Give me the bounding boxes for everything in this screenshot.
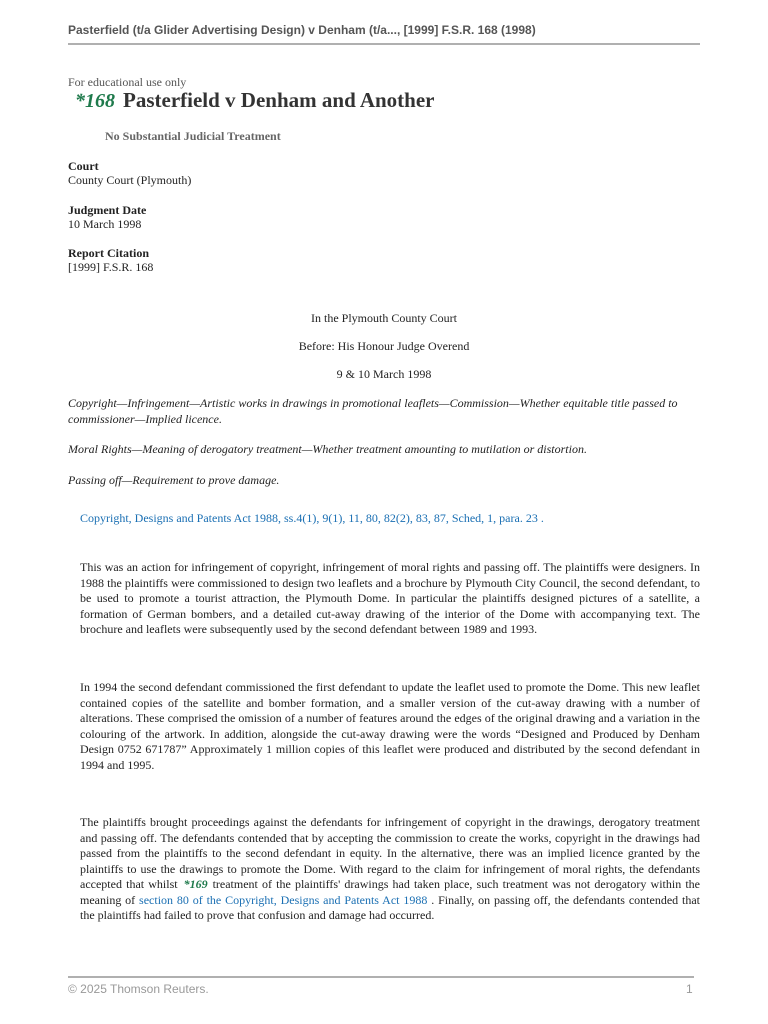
educational-use-note: For educational use only [68, 75, 187, 89]
judgment-date-label: Judgment Date [68, 203, 147, 217]
catchwords-passing-off: Passing off—Requirement to prove damage. [68, 473, 280, 487]
case-title-row [75, 88, 435, 113]
summary-paragraph-3 [80, 815, 700, 924]
case-title: Pasterfield v Denham and Another [123, 88, 435, 112]
judgment-date-value: 10 March 1998 [68, 217, 142, 231]
footer-divider [68, 976, 694, 978]
catchwords-copyright: Copyright—Infringement—Artistic works in drawings in promotional leaflets—Commission—Whether equitable title passed to commissioner—Implied licence. [68, 396, 678, 426]
page-reference-169: *169 [183, 877, 208, 891]
catchwords-moral-rights: Moral Rights—Meaning of derogatory treatment—Whether treatment amounting to mutilation or distortion. [68, 442, 587, 456]
paragraph-3-text-c: . Finally, on passing off, the defendants contended that the plaintiffs had failed to prove that confusion and damage had occurred. [80, 892, 700, 922]
paragraph-3-text-b: treatment of the plaintiffs' drawings had taken place, such treatment was not derogatory within the meaning of [80, 877, 700, 907]
page-reference: *168 [75, 90, 115, 112]
court-label: Court [68, 159, 99, 173]
hearing-court: In the Plymouth County Court [310, 311, 457, 325]
court-value: County Court (Plymouth) [68, 173, 192, 187]
footer-copyright: © 2025 Thomson Reuters. [68, 982, 209, 996]
report-citation-label: Report Citation [68, 246, 149, 260]
footer-page-number: 1 [686, 982, 693, 996]
legislation-link[interactable]: Copyright, Designs and Patents Act 1988, ss.4(1), 9(1), 11, 80, 82(2), 83, 87, Sched, 1, para. 23 . [80, 511, 544, 525]
treatment-status: No Substantial Judicial Treatment [105, 129, 281, 143]
document-header-title: Pasterfield (t/a Glider Advertising Design) v Denham (t/a..., [1999] F.S.R. 168 (1998) [68, 23, 536, 37]
header-divider [68, 43, 700, 45]
paragraph-3-text-a: The plaintiffs brought proceedings against the defendants for infringement of copyright in the drawings, derogatory treatment and passing off. The defendants contended that by accepting the commission to create the works, copyright in the drawings had passed from the plaintiffs to the second defendant in equity. In the alternative, there was an implied licence granted by the plaintiffs to use the drawings to promote the Dome. With regard to the claim for infringement of moral rights, the defendants accepted that whilst [80, 815, 700, 891]
summary-paragraph-1: This was an action for infringement of copyright, infringement of moral rights and passing off. The plaintiffs were designers. In 1988 the plaintiffs were commissioned to design two leaflets and a brochure by Plymouth City Council, the second defendant, to be used to promote a tourist attraction, the Plymouth Dome. In particular the plaintiffs designed pictures of a satellite, a formation of German bombers, and a detailed cut-away drawing of the interior of the Dome with accompanying text. The brochure and leaflets were subsequently used by the second defendant between 1989 and 1993. [80, 560, 700, 636]
hearing-dates: 9 & 10 March 1998 [336, 367, 432, 381]
report-citation-value: [1999] F.S.R. 168 [68, 260, 154, 274]
section-80-link[interactable]: section 80 of the Copyright, Designs and Patents Act 1988 [139, 892, 428, 907]
hearing-judge: Before: His Honour Judge Overend [298, 339, 470, 353]
summary-paragraph-2: In 1994 the second defendant commissioned the first defendant to update the leaflet used to promote the Dome. This new leaflet contained copies of the satellite and bomber formation, and a smaller version of the cut-away drawing with a number of alterations. These comprised the omission of a number of features around the edges of the original drawing and a variation in the colouring of the artwork. In addition, alongside the cut-away drawing were the words “Designed and Produced by Denham Design 0752 671787” Approximately 1 million copies of this leaflet were produced and distributed by the second defendant in 1994 and 1995. [80, 680, 700, 772]
